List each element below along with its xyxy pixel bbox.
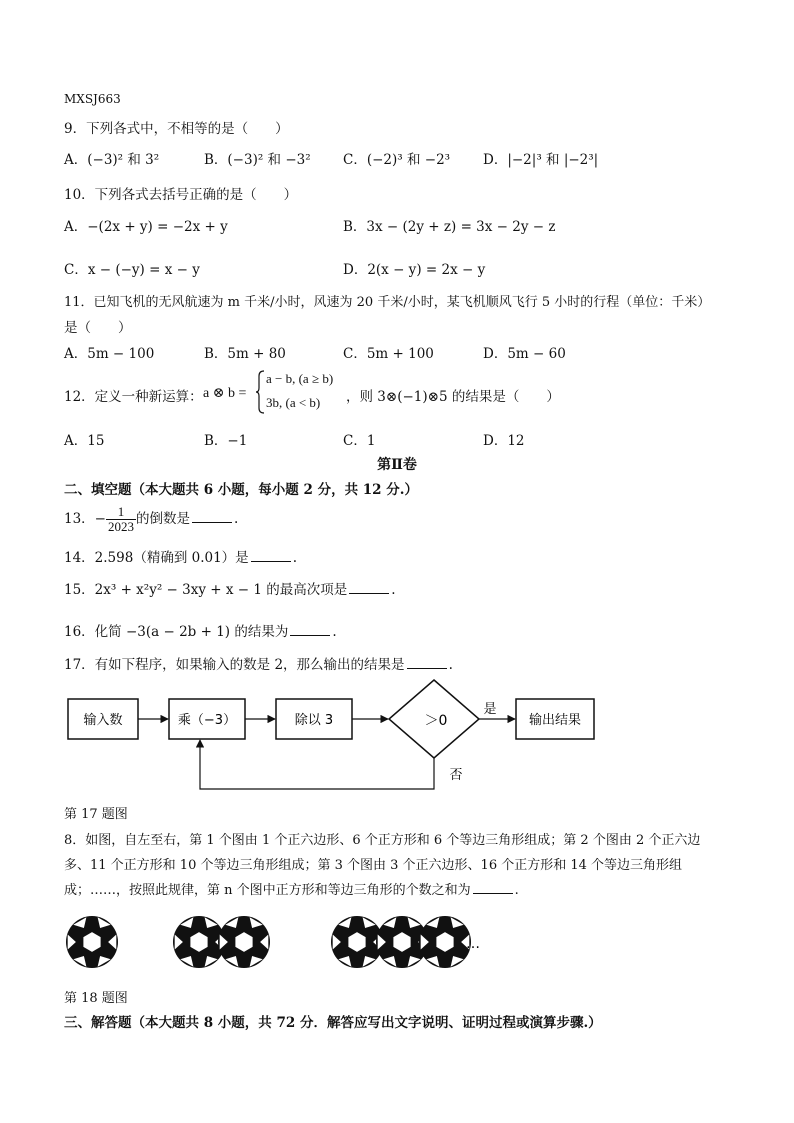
question-17-text: 17．有如下程序，如果输入的数是 2，那么输出的结果是 bbox=[64, 657, 405, 673]
question-11-stem-line2: 是（ ） bbox=[64, 320, 132, 336]
figure-18-caption: 第 18 题图 bbox=[64, 991, 128, 1006]
question-16-end: . bbox=[332, 624, 337, 640]
section-3-title: 三、解答题（本大题共 8 小题，共 72 分．解答应写出文字说明、证明过程或演算步骤.） bbox=[64, 1015, 602, 1031]
question-10-stem: 10．下列各式去括号正确的是（ ） bbox=[64, 187, 298, 203]
yes-label: 是 bbox=[483, 702, 497, 717]
question-10-option-a: A．−(2x + y) = −2x + y bbox=[64, 219, 228, 235]
program-flowchart bbox=[60, 678, 605, 798]
question-11-option-a: A．5m − 100 bbox=[64, 346, 155, 362]
question-10-option-c: C．x − (−y) = x − y bbox=[64, 262, 200, 278]
question-13 bbox=[64, 505, 238, 534]
hexagon-unit bbox=[218, 916, 270, 968]
answer-blank[interactable] bbox=[251, 549, 291, 562]
question-13-suffix: 的倒数是 bbox=[136, 511, 190, 527]
question-9-option-a: A．(−3)² 和 3² bbox=[64, 152, 160, 168]
question-18-line-3: 成；……，按照此规律，第 n 个图中正方形和等边三角形的个数之和为 bbox=[64, 883, 471, 898]
question-12-suffix: ，则 3⊗(−1)⊗5 的结果是（ ） bbox=[346, 389, 560, 405]
fraction-denominator: 2023 bbox=[108, 519, 134, 534]
question-12-option-b: B．−1 bbox=[204, 433, 248, 449]
question-18-line-3-wrap bbox=[64, 879, 519, 898]
question-18-end: . bbox=[514, 883, 519, 898]
hexagon-unit bbox=[419, 916, 471, 968]
answer-blank[interactable] bbox=[407, 656, 447, 669]
question-10-option-b: B．3x − (2y + z) = 3x − 2y − z bbox=[343, 219, 556, 235]
question-12-option-c: C．1 bbox=[343, 433, 376, 449]
pattern-ellipsis: … bbox=[466, 936, 480, 952]
question-11-option-d: D．5m − 60 bbox=[483, 346, 566, 362]
fraction bbox=[106, 505, 136, 534]
question-15-end: . bbox=[391, 582, 396, 598]
loop-back-arrow bbox=[200, 740, 434, 789]
question-18-line-2: 多、11 个正方形和 10 个等边三角形组成；第 3 个图由 3 个正六边形、16 个正方形和 14 个等边三角形组 bbox=[64, 858, 683, 873]
piecewise-brace bbox=[256, 370, 266, 414]
question-11-option-b: B．5m + 80 bbox=[204, 346, 286, 362]
document-code: MXSJ663 bbox=[64, 92, 121, 106]
question-11-option-c: C．5m + 100 bbox=[343, 346, 434, 362]
hexagon-pattern-figures bbox=[62, 908, 492, 978]
answer-blank[interactable] bbox=[349, 581, 389, 594]
output-label: 输出结果 bbox=[528, 713, 582, 728]
question-18-line-1: 8．如图，自左至右，第 1 个图由 1 个正六边形、6 个正方形和 6 个等边三角形组成；第 2 个图由 2 个正六边 bbox=[64, 833, 701, 848]
question-12-prefix: 12．定义一种新运算： bbox=[64, 389, 203, 405]
question-15 bbox=[64, 578, 396, 598]
question-12-option-d: D．12 bbox=[483, 433, 525, 449]
question-16 bbox=[64, 620, 337, 640]
question-14 bbox=[64, 546, 297, 566]
question-12-case-1: a − b, (a ≥ b) bbox=[266, 371, 334, 386]
question-12-operation: a ⊗ b = bbox=[203, 386, 247, 401]
question-9-option-d: D．|−2|³ 和 |−2³| bbox=[483, 152, 599, 168]
question-10-option-d: D．2(x − y) = 2x − y bbox=[343, 262, 486, 278]
question-11-stem-line1: 11．已知飞机的无风航速为 m 千米/小时，风速为 20 千米/小时，某飞机顺风飞行 5 小时的行程（单位：千米） bbox=[64, 295, 711, 310]
volume-2-heading: 第Ⅱ卷 bbox=[377, 457, 417, 473]
question-14-text: 14．2.598（精确到 0.01）是 bbox=[64, 550, 249, 566]
question-17 bbox=[64, 653, 453, 673]
no-label: 否 bbox=[449, 768, 463, 783]
multiply-label: 乘（−3） bbox=[177, 713, 237, 728]
question-15-text: 15．2x³ + x²y² − 3xy + x − 1 的最高次项是 bbox=[64, 582, 348, 598]
question-9-option-b: B．(−3)² 和 −3² bbox=[204, 152, 311, 168]
question-12-case-2: 3b, (a < b) bbox=[266, 395, 321, 410]
answer-blank[interactable] bbox=[290, 623, 330, 636]
question-17-end: . bbox=[448, 657, 453, 673]
question-14-end: . bbox=[292, 550, 297, 566]
question-16-text: 16．化简 −3(a − 2b + 1) 的结果为 bbox=[64, 624, 289, 640]
hexagon-unit bbox=[173, 916, 225, 968]
question-13-end: . bbox=[234, 511, 239, 527]
divide-label: 除以 3 bbox=[294, 713, 334, 728]
question-12-option-a: A．15 bbox=[64, 433, 105, 449]
section-2-title: 二、填空题（本大题共 6 小题，每小题 2 分，共 12 分.） bbox=[64, 482, 418, 498]
figure-17-caption: 第 17 题图 bbox=[64, 807, 128, 822]
answer-blank[interactable] bbox=[192, 510, 232, 523]
hexagon-unit bbox=[331, 916, 383, 968]
input-label: 输入数 bbox=[83, 713, 123, 728]
fraction-numerator: 1 bbox=[106, 505, 136, 520]
condition-label: ＞0 bbox=[424, 713, 448, 729]
question-13-prefix: 13．− bbox=[64, 511, 106, 527]
answer-blank[interactable] bbox=[473, 881, 513, 894]
hexagon-unit bbox=[66, 916, 118, 968]
question-9-option-c: C．(−2)³ 和 −2³ bbox=[343, 152, 451, 168]
question-9-stem: 9．下列各式中，不相等的是（ ） bbox=[64, 121, 289, 137]
